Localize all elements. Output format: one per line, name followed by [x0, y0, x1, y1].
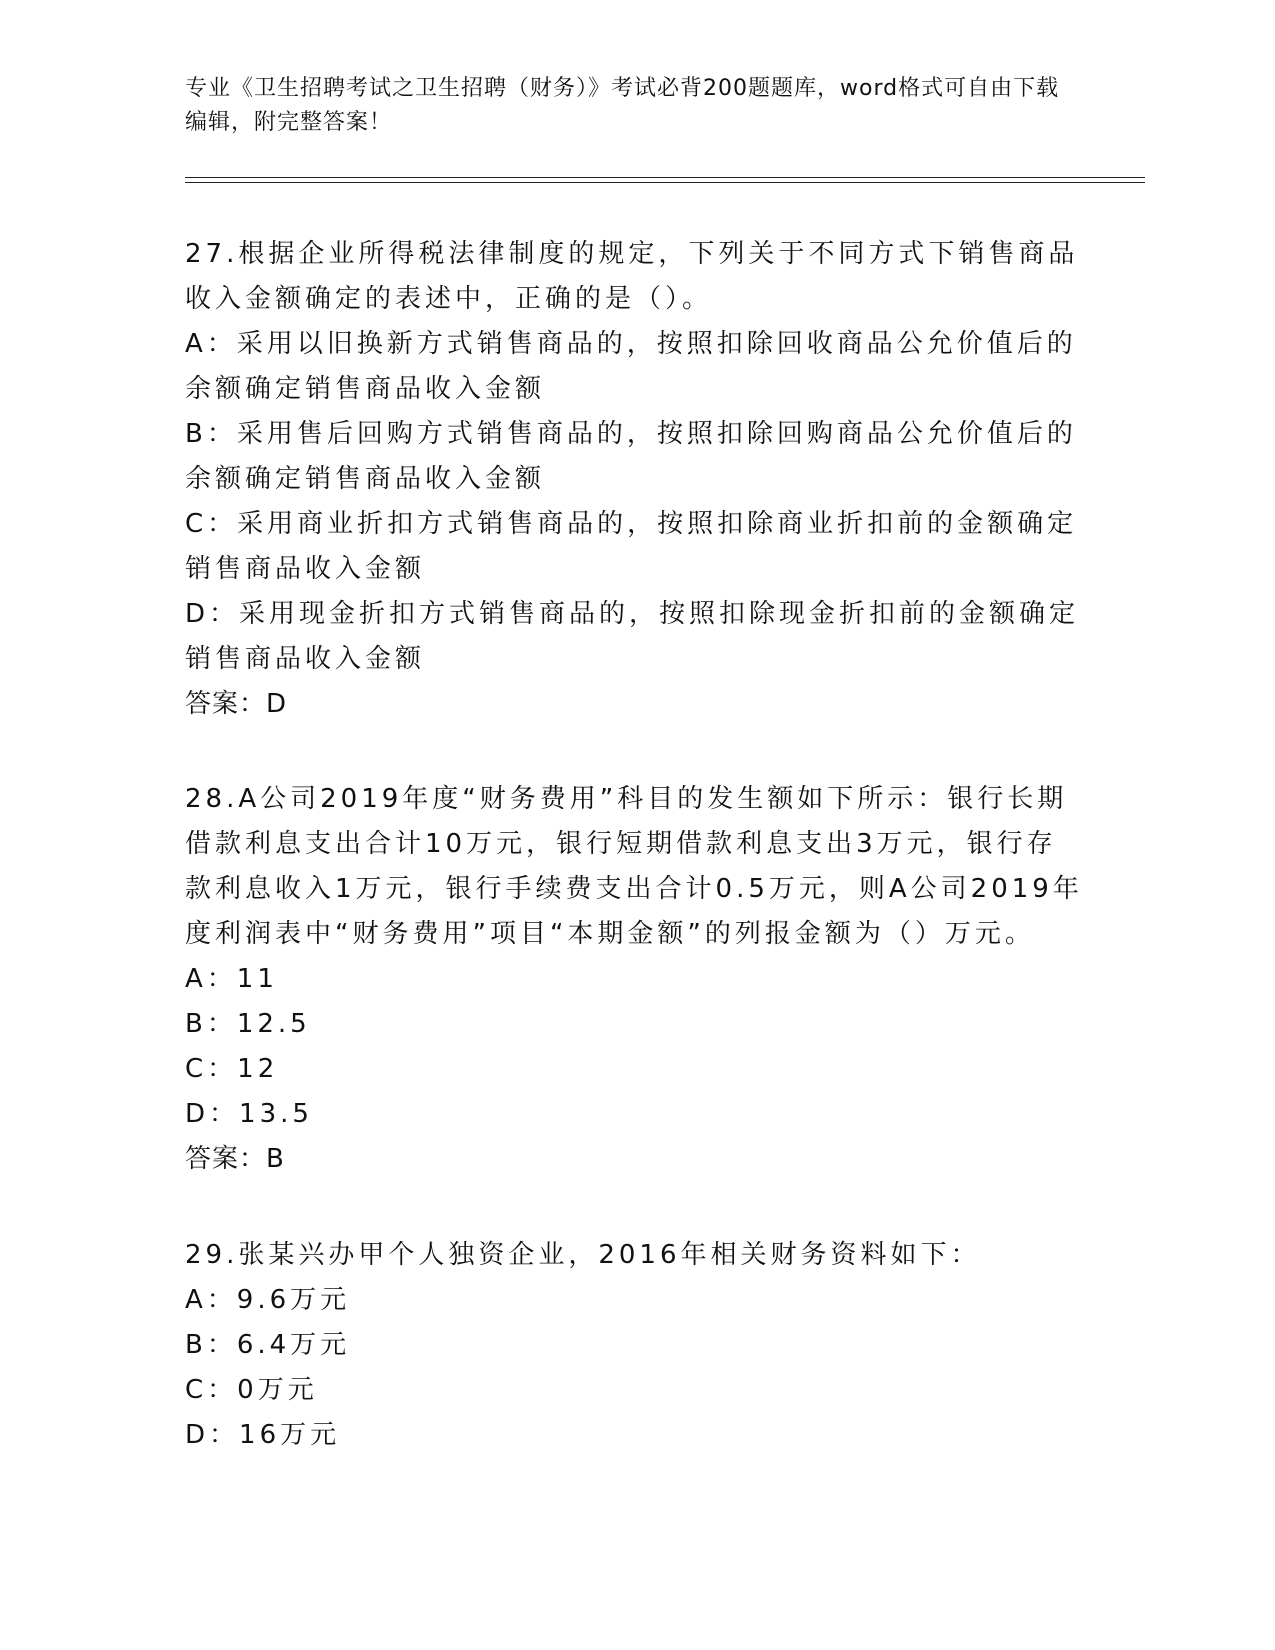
- question-stem: 29.张某兴办甲个人独资企业，2016年相关财务资料如下：: [185, 1240, 981, 1270]
- header-divider-bottom: [185, 182, 1145, 183]
- question-29: [185, 1233, 1085, 1458]
- option-a: A：9.6万元: [185, 1285, 351, 1315]
- option-c: C：12: [185, 1054, 279, 1084]
- option-d: D：16万元: [185, 1420, 341, 1450]
- answer: 答案：B: [185, 1144, 285, 1174]
- option-a: A：11: [185, 964, 278, 994]
- option-b: B：6.4万元: [185, 1330, 351, 1360]
- option-c: C：0万元: [185, 1375, 318, 1405]
- option-a: A：采用以旧换新方式销售商品的，按照扣除回收商品公允价值后的余额确定销售商品收入金额: [185, 329, 1077, 404]
- answer: 答案：D: [185, 689, 288, 719]
- question-28: [185, 777, 1085, 1182]
- question-stem: 28.A公司2019年度“财务费用”科目的发生额如下所示：银行长期借款利息支出合计10万元，银行短期借款利息支出3万元，银行存款利息收入1万元，银行手续费支出合计0.5万元，则A公司2019年度利润表中“财务费用”项目“本期金额”的列报金额为（）万元。: [185, 784, 1083, 949]
- document-header: 专业《卫生招聘考试之卫生招聘（财务）》考试必背200题题库，word格式可自由下载编辑，附完整答案！: [185, 76, 1060, 135]
- option-b: B：12.5: [185, 1009, 311, 1039]
- option-d: D：采用现金折扣方式销售商品的，按照扣除现金折扣前的金额确定销售商品收入金额: [185, 599, 1080, 674]
- header-divider-top: [185, 177, 1145, 178]
- option-b: B：采用售后回购方式销售商品的，按照扣除回购商品公允价值后的余额确定销售商品收入金额: [185, 419, 1077, 494]
- option-c: C：采用商业折扣方式销售商品的，按照扣除商业折扣前的金额确定销售商品收入金额: [185, 509, 1078, 584]
- question-stem: 27.根据企业所得税法律制度的规定，下列关于不同方式下销售商品收入金额确定的表述中，正确的是（）。: [185, 239, 1079, 314]
- option-d: D：13.5: [185, 1099, 313, 1129]
- question-27: [185, 232, 1085, 727]
